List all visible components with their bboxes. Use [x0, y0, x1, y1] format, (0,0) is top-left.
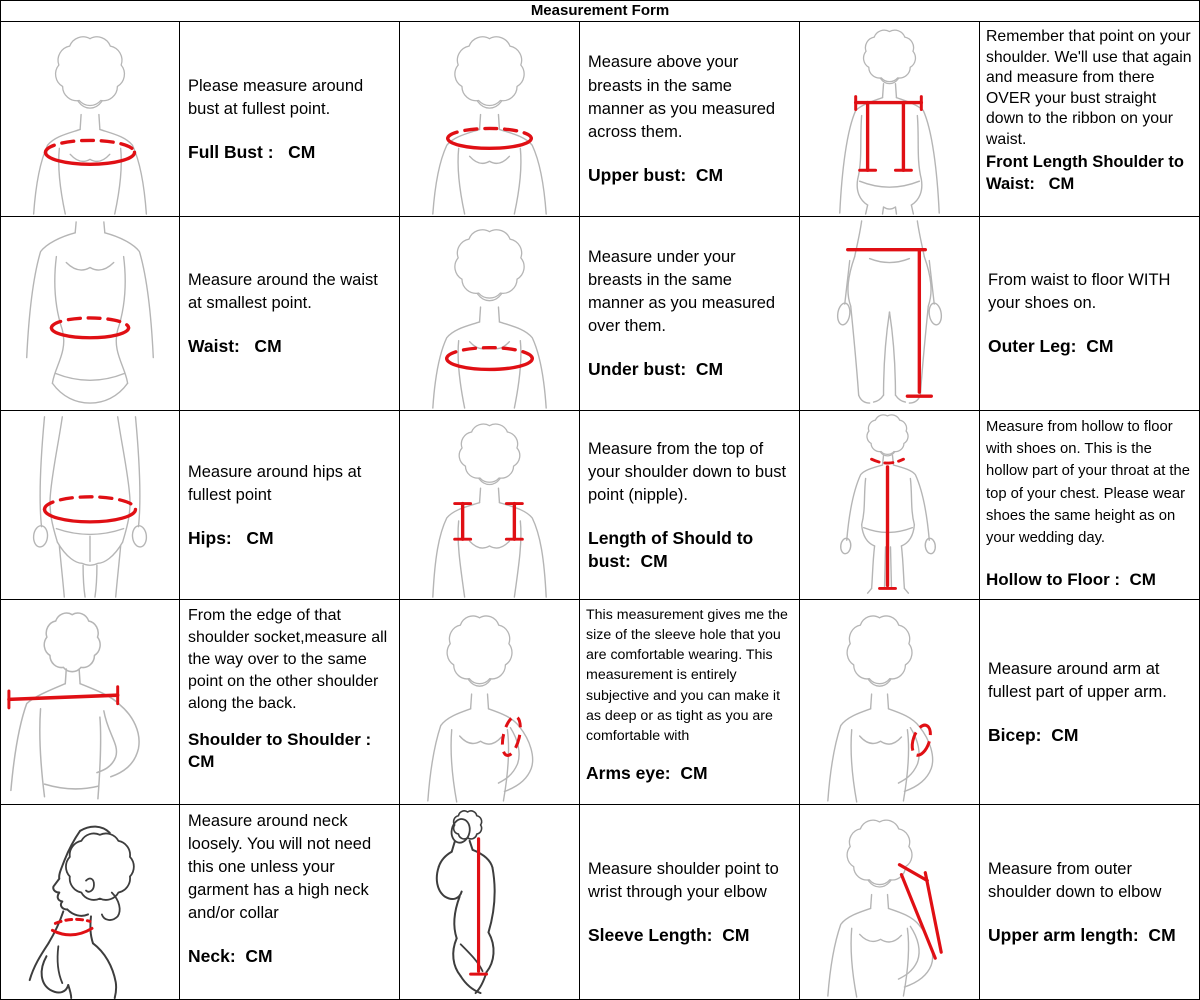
arms-eye-illustration-icon	[400, 600, 579, 804]
shoulder-to-shoulder-text-cell	[180, 600, 400, 805]
sleeve-length-description: Measure shoulder point to wrist through your elbow	[588, 859, 779, 901]
waist-illustration-icon	[1, 217, 179, 410]
upper-bust-description: Measure above your breasts in the same manner as you measured across them.	[588, 53, 776, 141]
bicep-description: Measure around arm at fullest part of upper arm.	[988, 659, 1167, 701]
outer-leg-figure	[800, 217, 980, 411]
front-length-description: Remember that point on your shoulder. We'll use that again and measure from there OVER your bust straight down to the ribbon on your waist.	[986, 28, 1192, 148]
measurement-grid	[0, 22, 1200, 1000]
under-bust-label: Under bust: CM	[588, 359, 724, 380]
shoulder-to-bust-description: Measure from the top of your shoulder down to bust point (nipple).	[588, 439, 787, 504]
full-bust-illustration-icon	[1, 22, 179, 216]
neck-illustration-icon	[1, 805, 179, 999]
bicep-text-cell	[980, 600, 1200, 805]
front-length-text-cell	[980, 22, 1200, 217]
shoulder-to-shoulder-description: From the edge of that shoulder socket,measure all the way over to the same point on the other shoulder along the back.	[188, 607, 388, 713]
under-bust-figure	[400, 217, 580, 411]
arms-eye-label: Arms eye: CM	[586, 763, 708, 784]
upper-bust-illustration-icon	[400, 22, 579, 216]
upper-arm-length-label: Upper arm length: CM	[988, 924, 1176, 945]
shoulder-to-bust-figure	[400, 411, 580, 600]
upper-bust-label: Upper bust: CM	[588, 164, 724, 185]
front-length-label: Front Length Shoulder to Waist: CM	[986, 153, 1189, 193]
full-bust-text-cell	[180, 22, 400, 217]
shoulder-to-shoulder-figure	[0, 600, 180, 805]
under-bust-description: Measure under your breasts in the same manner as you measured over them.	[588, 247, 776, 336]
upper-bust-text-cell	[580, 22, 800, 217]
under-bust-illustration-icon	[400, 217, 579, 410]
hips-label: Hips: CM	[188, 527, 274, 548]
arms-eye-text-cell	[580, 600, 800, 805]
neck-figure	[0, 805, 180, 1000]
neck-label: Neck: CM	[188, 946, 273, 967]
upper-arm-length-figure	[800, 805, 980, 1000]
arms-eye-figure	[400, 600, 580, 805]
waist-description: Measure around the waist at smallest point.	[188, 271, 378, 313]
upper-arm-length-description: Measure from outer shoulder down to elbow	[988, 859, 1162, 901]
full-bust-label: Full Bust : CM	[188, 141, 316, 162]
shoulder-to-shoulder-label: Shoulder to Shoulder : CM	[188, 730, 376, 772]
hollow-to-floor-description: Measure from hollow to floor with shoes on. This is the hollow part of your throat at the top of your chest. Please wear shoes the same height as on your wedding day.	[986, 419, 1190, 546]
hips-illustration-icon	[1, 411, 179, 599]
waist-figure	[0, 217, 180, 411]
hips-figure	[0, 411, 180, 600]
hips-description: Measure around hips at fullest point	[188, 462, 362, 504]
front-length-figure	[800, 22, 980, 217]
hollow-to-floor-label: Hollow to Floor : CM	[986, 570, 1156, 590]
upper-arm-length-illustration-icon	[800, 805, 979, 999]
hollow-to-floor-text-cell	[980, 411, 1200, 600]
full-bust-figure	[0, 22, 180, 217]
upper-arm-length-text-cell	[980, 805, 1200, 1000]
hollow-to-floor-figure	[800, 411, 980, 600]
waist-text-cell	[180, 217, 400, 411]
bicep-figure	[800, 600, 980, 805]
outer-leg-description: From waist to floor WITH your shoes on.	[988, 271, 1171, 313]
sleeve-length-label: Sleeve Length: CM	[588, 924, 750, 945]
neck-text-cell	[180, 805, 400, 1000]
shoulder-to-shoulder-illustration-icon	[1, 600, 179, 804]
shoulder-to-bust-text-cell	[580, 411, 800, 600]
neck-description: Measure around neck loosely. You will not need this one unless your garment has a high neck and/or collar	[188, 812, 372, 923]
upper-bust-figure	[400, 22, 580, 217]
outer-leg-label: Outer Leg: CM	[988, 336, 1114, 357]
sleeve-length-text-cell	[580, 805, 800, 1000]
sleeve-length-figure	[400, 805, 580, 1000]
shoulder-to-bust-label: Length of Should to bust: CM	[588, 527, 759, 571]
shoulder-to-bust-illustration-icon	[400, 411, 579, 599]
sleeve-length-illustration-icon	[400, 805, 579, 999]
hips-text-cell	[180, 411, 400, 600]
waist-label: Waist: CM	[188, 336, 282, 357]
arms-eye-description: This measurement gives me the size of the sleeve hole that you are comfortable wearing. This measurement is entirely subjective and you can make it as deep or as tight as you are comfortable with	[586, 607, 788, 744]
under-bust-text-cell	[580, 217, 800, 411]
front-length-illustration-icon	[800, 22, 979, 216]
hollow-to-floor-illustration-icon	[800, 411, 979, 599]
bicep-label: Bicep: CM	[988, 724, 1079, 745]
full-bust-description: Please measure around bust at fullest point.	[188, 76, 364, 118]
bicep-illustration-icon	[800, 600, 979, 804]
page-title: Measurement Form	[0, 0, 1200, 22]
outer-leg-illustration-icon	[800, 217, 979, 410]
outer-leg-text-cell	[980, 217, 1200, 411]
